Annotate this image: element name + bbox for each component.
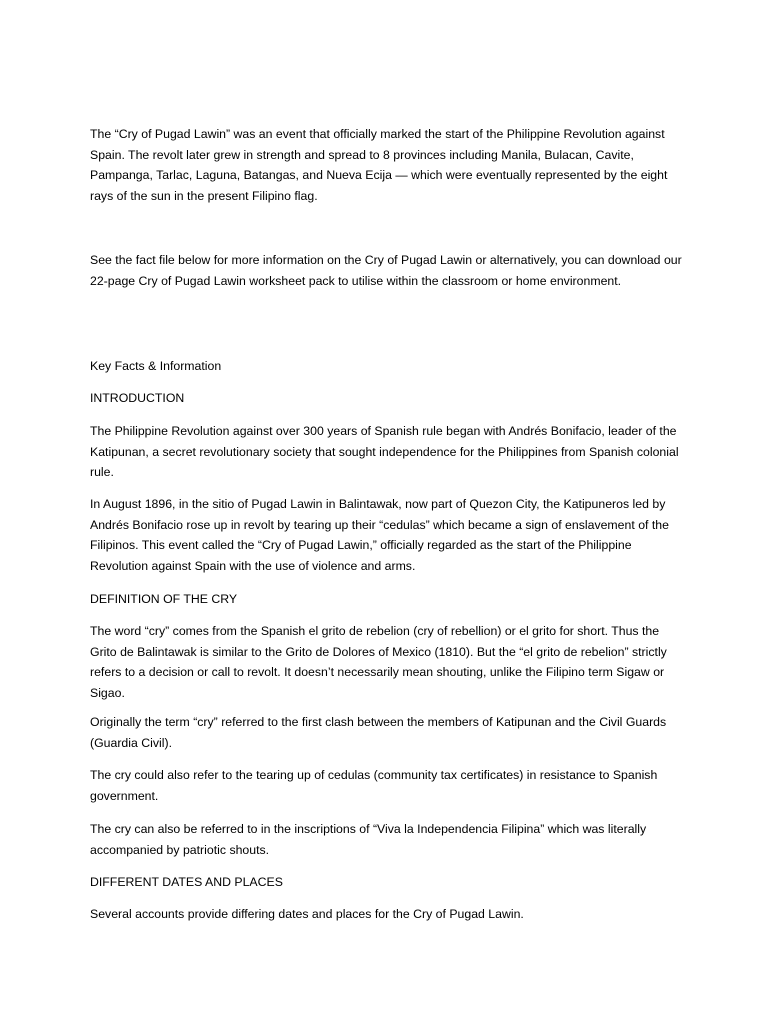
cedulas-paragraph: The cry could also refer to the tearing up of cedulas (community tax certificates) in resistance to Spanish government.: [90, 768, 658, 803]
fact-file-paragraph: See the fact file below for more information on the Cry of Pugad Lawin or alternatively, you can download our 22-page Cry of Pugad Lawin worksheet pack to utilise within the classroom or home environment.: [90, 253, 682, 288]
key-facts-heading: Key Facts & Information: [90, 359, 222, 373]
intro-paragraph: The “Cry of Pugad Lawin” was an event that officially marked the start of the Philippine Revolution against Spain. The revolt later grew in strength and spread to 8 provinces including Manila, Bulacan, Cavite, Pampanga, Tarlac, Laguna, Batangas, and Nueva Ecija — which were eventually represented by the eight rays of the sun in the present Filipino flag.: [90, 127, 668, 204]
accounts-paragraph: Several accounts provide differing dates and places for the Cry of Pugad Lawin.: [90, 907, 524, 921]
originally-paragraph: Originally the term “cry” referred to the first clash between the members of Katipunan and the Civil Guards (Guardia Civil).: [90, 715, 667, 750]
revolution-paragraph: The Philippine Revolution against over 300 years of Spanish rule began with Andrés Bonifacio, leader of the Katipunan, a secret revolutionary society that sought independence for the Philippines from Spanish colonial rule.: [90, 424, 679, 480]
inscriptions-paragraph: The cry can also be referred to in the inscriptions of “Viva la Independencia Filipina” which was literally accompanied by patriotic shouts.: [90, 822, 647, 857]
introduction-heading: INTRODUCTION: [90, 391, 185, 405]
august-1896-paragraph: In August 1896, in the sitio of Pugad Lawin in Balintawak, now part of Quezon City, the Katipuneros led by Andrés Bonifacio rose up in revolt by tearing up their “cedulas” which became a sign of enslavement of the Filipinos. This event called the “Cry of Pugad Lawin,” officially regarded as the start of the Philippine Revolution against Spain with the use of violence and arms.: [90, 497, 669, 574]
definition-heading: DEFINITION OF THE CRY: [90, 592, 238, 606]
dates-heading: DIFFERENT DATES AND PLACES: [90, 875, 283, 889]
word-cry-paragraph: The word “cry” comes from the Spanish el grito de rebelion (cry of rebellion) or el grito for short. Thus the Grito de Balintawak is similar to the Grito de Dolores of Mexico (1810). But the “el grito de rebelion” strictly refers to a decision or call to revolt. It doesn’t necessarily mean shouting, unlike the Filipino term Sigaw or Sigao.: [90, 624, 667, 701]
